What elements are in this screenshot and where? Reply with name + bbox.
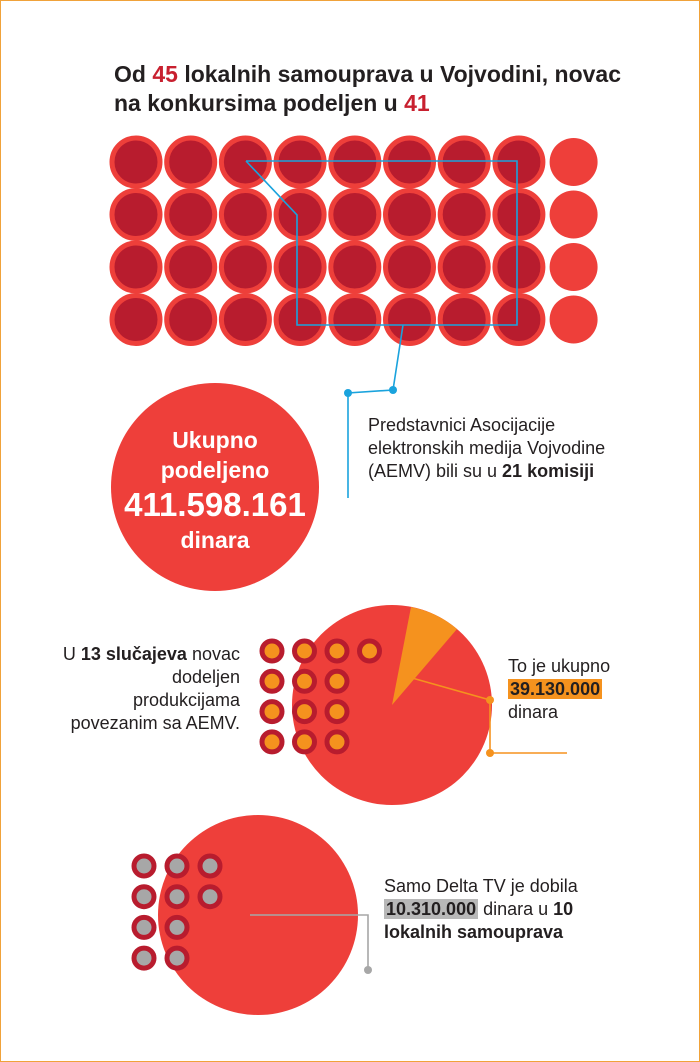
funded-municipality-dot [112, 138, 160, 186]
delta-municipality-dot [167, 917, 187, 937]
delta-municipality-dot [167, 948, 187, 968]
connector-dot [389, 386, 397, 394]
delta-municipality-dot [200, 856, 220, 876]
delta-municipality-dot [134, 948, 154, 968]
funded-municipality-dot [386, 138, 434, 186]
connector-dot [344, 389, 352, 397]
aemv-case-dot [262, 641, 282, 661]
funded-municipality-dot [440, 296, 488, 344]
delta-municipality-dot [134, 856, 154, 876]
funded-municipality-dot [112, 243, 160, 291]
funded-municipality-dot [440, 243, 488, 291]
funded-municipality-dot [386, 296, 434, 344]
aemv-case-dot [327, 641, 347, 661]
delta-tv-text: Samo Delta TV je dobila 10.310.000 dinara u 10 lokalnih samouprava [384, 876, 578, 942]
aemv-cases-text: U 13 slučajeva novac dodeljen produkcijama povezanim sa AEMV. [62, 644, 240, 733]
funded-municipality-dot [221, 243, 269, 291]
funded-municipality-dot [221, 296, 269, 344]
delta-tv-amount: 10.310.000 [386, 899, 477, 919]
funded-municipality-dot [495, 138, 543, 186]
connector-dot [364, 966, 372, 974]
aemv-case-dot [262, 671, 282, 691]
aemv-sum-text: To je ukupno 39.130.000 dinara [508, 656, 611, 722]
aemv-case-dot [295, 671, 315, 691]
municipality-dot [550, 243, 598, 291]
aemv-case-dot [327, 671, 347, 691]
delta-municipality-dot [167, 856, 187, 876]
aemv-case-dot [295, 702, 315, 722]
funded-municipality-dot [276, 138, 324, 186]
funded-municipality-dot [221, 191, 269, 239]
funded-municipality-dot [495, 243, 543, 291]
funded-municipality-dot [167, 191, 215, 239]
headline: Od 45 lokalnih samouprava u Vojvodini, novac na konkursima podeljen u 41 [114, 61, 622, 116]
aemv-case-dot [295, 732, 315, 752]
funded-municipality-dot [167, 243, 215, 291]
funded-municipality-dot [276, 243, 324, 291]
connector-dot [486, 749, 494, 757]
aemv-case-dot [327, 702, 347, 722]
delta-municipality-dot [134, 887, 154, 907]
funded-municipality-dot [112, 296, 160, 344]
total-amount-label: Ukupno podeljeno 411.598.161 dinara [110, 425, 320, 555]
funded-municipality-dot [386, 243, 434, 291]
delta-municipality-dot [134, 917, 154, 937]
aemv-case-dot [360, 641, 380, 661]
funded-municipality-dot [276, 296, 324, 344]
funded-municipality-dot [440, 138, 488, 186]
aemv-commissions-text: Predstavnici Asocijacije elektronskih medija Vojvodine (AEMV) bili su u 21 komisiji [368, 415, 606, 481]
aemv-case-dot [262, 732, 282, 752]
total-municipalities-count: 45 [152, 61, 178, 87]
funded-municipality-dot [331, 243, 379, 291]
funded-municipality-dot [112, 191, 160, 239]
municipality-dot [550, 296, 598, 344]
funded-municipality-dot [331, 191, 379, 239]
aemv-case-dot [295, 641, 315, 661]
funded-municipality-dot [495, 296, 543, 344]
funded-municipality-dot [495, 191, 543, 239]
funded-municipality-dot [276, 191, 324, 239]
funded-municipality-dot [167, 296, 215, 344]
funded-municipality-dot [167, 138, 215, 186]
municipality-dot [550, 138, 598, 186]
delta-municipality-dot [167, 887, 187, 907]
funded-municipality-dot [440, 191, 488, 239]
municipality-dot [550, 191, 598, 239]
funded-municipality-dot [331, 296, 379, 344]
funded-municipality-dot [386, 191, 434, 239]
total-amount-value: 411.598.161 [124, 486, 306, 523]
municipality-dot-grid [112, 138, 598, 344]
connector-dot [486, 696, 494, 704]
aemv-case-dot [327, 732, 347, 752]
aemv-sum-value: 39.130.000 [510, 679, 601, 699]
funded-municipality-dot [331, 138, 379, 186]
aemv-case-dot [262, 702, 282, 722]
funded-municipalities-count: 41 [404, 90, 430, 116]
delta-municipality-dot [200, 887, 220, 907]
